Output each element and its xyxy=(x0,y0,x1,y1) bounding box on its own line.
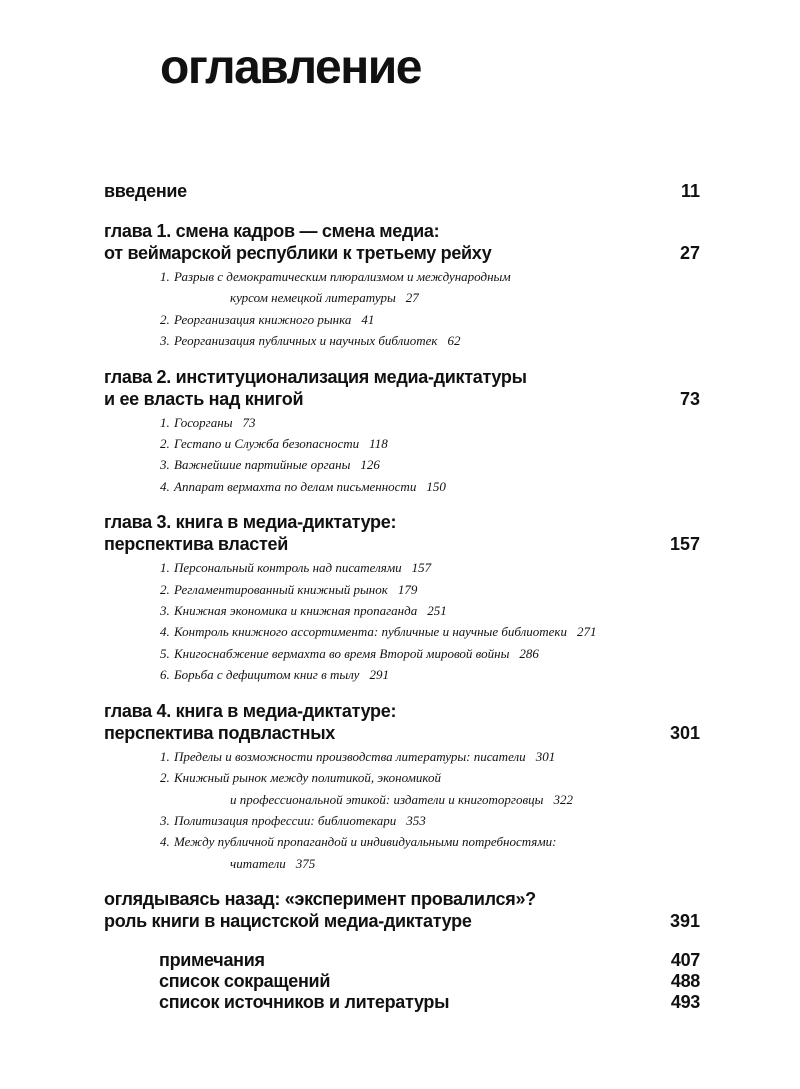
subsection-number: 1. xyxy=(160,414,170,430)
subsection-number: 2. xyxy=(160,436,170,452)
backmatter-notes[interactable] xyxy=(159,950,700,971)
intro-page: 11 xyxy=(680,181,700,201)
subsection-text-line: Между публичной пропагандой и индивидуальными потребностями: xyxy=(174,834,557,850)
subsection-text xyxy=(160,309,374,330)
subsection-page: 62 xyxy=(447,333,461,349)
toc-intro[interactable] xyxy=(104,180,700,202)
subsection-text-line: Книжная экономика и книжная пропаганда xyxy=(174,603,418,619)
subsection-item[interactable] xyxy=(104,309,700,330)
subsection-text-line: Гестапо и Служба безопасности xyxy=(174,436,360,452)
subsection-text-line: Госорганы xyxy=(174,414,233,430)
subsection-number: 4. xyxy=(160,834,170,850)
subsection-item[interactable] xyxy=(104,454,700,475)
subsection-page: 118 xyxy=(369,436,388,452)
subsection-item[interactable] xyxy=(104,433,700,454)
toc-chapter-3[interactable] xyxy=(104,511,700,685)
table-of-contents xyxy=(104,180,700,1013)
subsection-text xyxy=(160,767,441,788)
backmatter-sources[interactable] xyxy=(159,992,700,1013)
conclusion-line-1: оглядываясь назад: «эксперимент провалился»? xyxy=(104,889,536,910)
subsection-text xyxy=(160,557,431,578)
subsection-page: 27 xyxy=(405,290,419,306)
subsection-number: 3. xyxy=(160,603,170,619)
subsection-text-line: Аппарат вермахта по делам письменности xyxy=(174,478,417,494)
subsection-text-line: Реорганизация публичных и научных библиотек xyxy=(174,333,438,349)
subsection-number: 2. xyxy=(160,311,170,327)
subsection-item[interactable] xyxy=(104,621,700,642)
subsection-text xyxy=(160,287,700,308)
backmatter-page: 493 xyxy=(670,992,700,1013)
subsection-text-line: Важнейшие партийные органы xyxy=(174,457,351,473)
chapter-title-line: перспектива властей xyxy=(104,534,288,555)
toc-conclusion[interactable] xyxy=(104,888,700,932)
subsection-text xyxy=(160,433,388,454)
subsection-item[interactable] xyxy=(104,579,700,600)
subsection-page: 150 xyxy=(426,478,446,494)
subsection-page: 126 xyxy=(360,457,380,473)
subsection-text-line: и профессиональной этикой: издатели и книготорговцы xyxy=(230,791,544,807)
subsection-number: 1. xyxy=(160,748,170,764)
subsection-text-line: Персональный контроль над писателями xyxy=(174,560,402,576)
subsection-text xyxy=(160,621,597,642)
subsection-page: 291 xyxy=(369,667,389,683)
subsection-list xyxy=(104,412,700,498)
backmatter-label: список сокращений xyxy=(159,971,331,992)
subsection-number: 4. xyxy=(160,478,170,494)
subsection-number: 1. xyxy=(160,269,170,284)
subsection-text-line: читатели xyxy=(230,855,286,871)
subsection-text xyxy=(160,579,417,600)
subsection-text-line: Разрыв с демократическим плюрализмом и международным xyxy=(174,269,511,284)
chapter-title-line: глава 1. смена кадров — смена медиа: xyxy=(104,221,440,241)
subsection-number: 4. xyxy=(160,624,170,640)
subsection-text xyxy=(160,454,380,475)
subsection-page: 375 xyxy=(295,855,316,871)
subsection-text xyxy=(160,266,511,287)
subsection-list xyxy=(104,266,700,352)
subsection-page: 286 xyxy=(519,645,539,661)
subsection-item[interactable] xyxy=(104,476,700,497)
conclusion-page: 391 xyxy=(669,911,700,932)
subsection-item[interactable] xyxy=(104,557,700,578)
subsection-text xyxy=(160,643,539,664)
subsection-text xyxy=(160,412,256,433)
subsection-list xyxy=(104,557,700,685)
backmatter-abbreviations[interactable] xyxy=(159,971,700,992)
subsection-text xyxy=(160,853,700,874)
subsection-item[interactable] xyxy=(104,810,700,831)
subsection-text xyxy=(160,810,426,831)
backmatter-page: 488 xyxy=(670,971,700,992)
subsection-page: 271 xyxy=(577,624,597,640)
subsection-list xyxy=(104,746,700,874)
subsection-number: 6. xyxy=(160,667,170,683)
subsection-text-line: Пределы и возможности производства литературы: писатели xyxy=(174,748,526,764)
toc-chapter-2[interactable] xyxy=(104,366,700,498)
chapter-page: 73 xyxy=(679,388,700,409)
backmatter-label: примечания xyxy=(159,950,265,971)
subsection-item[interactable] xyxy=(104,746,700,767)
toc-chapter-4[interactable] xyxy=(104,700,700,874)
subsection-text xyxy=(160,789,700,810)
subsection-text xyxy=(160,476,446,497)
subsection-text xyxy=(160,600,447,621)
chapter-title-line: глава 3. книга в медиа-диктатуре: xyxy=(104,512,397,533)
subsection-text-line: Политизация профессии: библиотекари xyxy=(174,812,397,828)
subsection-item[interactable] xyxy=(104,412,700,433)
subsection-page: 73 xyxy=(242,414,256,430)
chapter-page: 301 xyxy=(669,722,700,743)
chapter-page: 157 xyxy=(669,534,700,555)
subsection-page: 251 xyxy=(427,603,447,619)
subsection-item[interactable] xyxy=(104,643,700,664)
subsection-text-line: Контроль книжного ассортимента: публичные и научные библиотеки xyxy=(174,624,568,640)
subsection-number: 2. xyxy=(160,770,170,786)
backmatter-list xyxy=(159,950,700,1013)
subsection-page: 41 xyxy=(361,311,375,327)
subsection-item[interactable] xyxy=(104,664,700,685)
subsection-page: 301 xyxy=(535,748,556,764)
chapter-title-line: перспектива подвластных xyxy=(104,722,336,743)
subsection-number: 3. xyxy=(160,457,170,473)
subsection-page: 353 xyxy=(406,812,426,828)
backmatter-page: 407 xyxy=(670,950,700,971)
subsection-page: 157 xyxy=(411,560,432,576)
chapter-title-line: глава 4. книга в медиа-диктатуре: xyxy=(104,700,397,721)
subsection-number: 3. xyxy=(160,812,170,828)
subsection-text-line: Регламентированный книжный рынок xyxy=(174,581,388,597)
subsection-item[interactable] xyxy=(104,600,700,621)
subsection-text-line: Борьба с дефицитом книг в тылу xyxy=(174,667,360,683)
subsection-item[interactable] xyxy=(104,831,700,874)
subsection-number: 1. xyxy=(160,560,170,576)
page-title: оглавление xyxy=(160,41,421,94)
subsection-text-line: Книгоснабжение вермахта во время Второй мировой войны xyxy=(174,645,510,661)
subsection-text xyxy=(160,831,556,852)
subsection-text xyxy=(160,746,555,767)
subsection-number: 5. xyxy=(160,645,170,661)
chapters-list xyxy=(104,220,700,888)
chapter-page: 27 xyxy=(679,243,700,263)
toc-chapter-1[interactable] xyxy=(104,220,700,352)
chapter-title-line: глава 2. институционализация медиа-диктатуры xyxy=(104,366,527,387)
chapter-title-line: от веймарской республики к третьему рейху xyxy=(104,243,492,263)
subsection-page: 322 xyxy=(553,791,573,807)
subsection-item[interactable] xyxy=(104,330,700,351)
chapter-title-line: и ее власть над книгой xyxy=(104,388,304,409)
intro-label: введение xyxy=(104,181,187,201)
subsection-text-line: Книжный рынок между политикой, экономикой xyxy=(174,770,441,786)
conclusion-line-2: роль книги в нацистской медиа-диктатуре xyxy=(104,911,472,932)
subsection-page: 179 xyxy=(397,581,418,597)
subsection-text-line: Реорганизация книжного рынка xyxy=(174,311,352,327)
subsection-number: 2. xyxy=(160,581,170,597)
subsection-item[interactable] xyxy=(104,767,700,810)
subsection-number: 3. xyxy=(160,333,170,349)
backmatter-label: список источников и литературы xyxy=(159,992,450,1013)
subsection-text xyxy=(160,330,461,351)
subsection-text xyxy=(160,664,389,685)
subsection-text-line: курсом немецкой литературы xyxy=(230,290,396,306)
subsection-item[interactable] xyxy=(104,266,700,309)
